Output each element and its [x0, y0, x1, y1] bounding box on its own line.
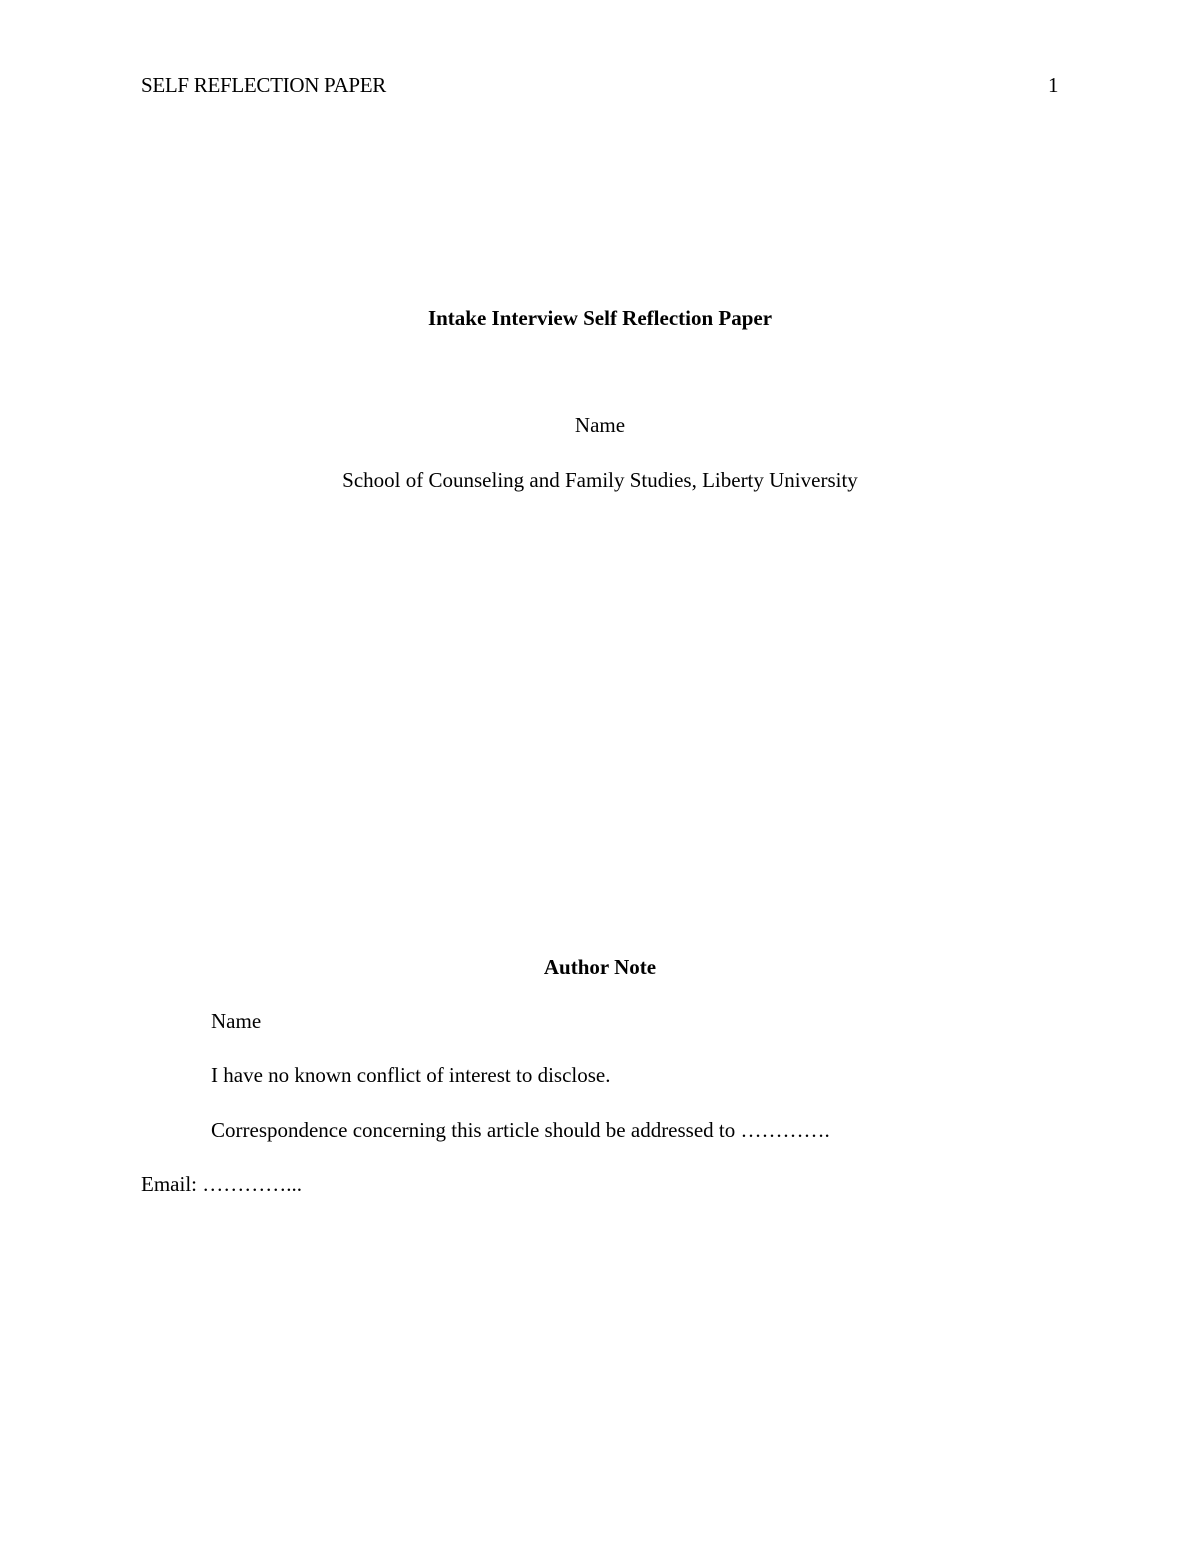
author-note-heading: Author Note — [543, 955, 657, 979]
author-name: Name — [574, 413, 626, 437]
running-head: SELF REFLECTION PAPER — [141, 73, 386, 97]
institutional-affiliation: School of Counseling and Family Studies, Liberty University — [342, 468, 858, 492]
page-number: 1 — [1048, 73, 1059, 97]
paper-title: Intake Interview Self Reflection Paper — [427, 306, 773, 330]
conflict-of-interest-statement: I have no known conflict of interest to disclose. — [211, 1063, 611, 1087]
email-line: Email: …………... — [141, 1172, 302, 1196]
author-note-name: Name — [211, 1009, 262, 1033]
correspondence-statement: Correspondence concerning this article should be addressed to …………. — [211, 1118, 830, 1142]
